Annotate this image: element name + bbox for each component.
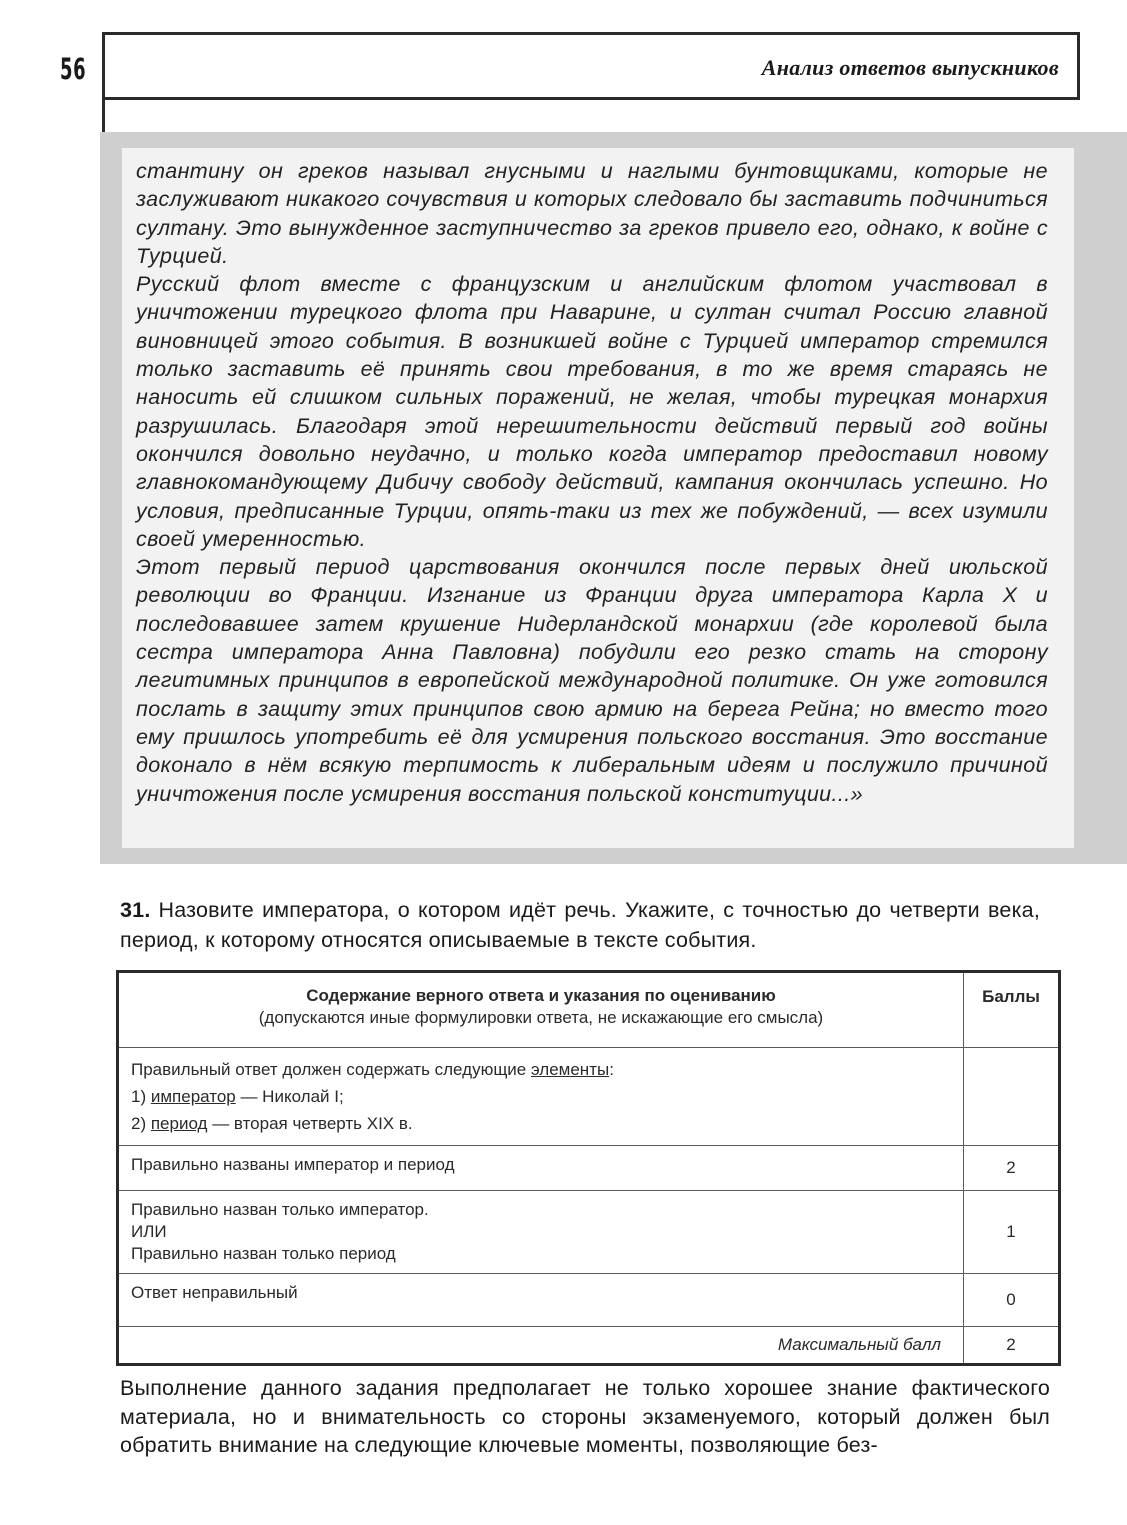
elements-intro-prefix: Правильный ответ должен содержать следующие <box>131 1060 531 1079</box>
score-criterion-line: Правильно назван только император. <box>131 1200 429 1219</box>
quote-paragraph: Русский флот вместе с французским и английским флотом участвовал в уничтожении турецкого флота при Наварине, и султан считал Россию главной виновницей этого события. В возникшей войне с Турцией император стремился только заставить её принять свои требования, в то же время стараясь не наносить ей слишком сильных поражений, не желая, чтобы турецкая монархия разрушилась. Благодаря этой нерешительности действий первый год войны окончился довольно неудачно, и только когда император предоставил новому главнокомандующему Дибичу свободу действий, кампания окончилась успешно. Но условия, предписанные Турции, опять-таки из тех же побуждений, — всех изумили своей умеренностью. <box>136 272 1048 551</box>
element-item-1-rest: — Николай I; <box>235 1087 344 1106</box>
quote-paragraph: стантину он греков называл гнусными и наглыми бунтовщиками, которые не заслуживают никакого сочувствия и которых следовало бы заставить подчиниться султану. Это вынужденное заступничество за греков привело его, однако, к войне с Турцией. <box>136 159 1048 268</box>
answer-elements-cell <box>118 1048 964 1146</box>
element-item-2-term: период <box>150 1114 208 1133</box>
source-quote-text <box>136 157 1048 808</box>
header-content-title: Содержание верного ответа и указания по оцениванию <box>306 986 776 1005</box>
score-criterion-line: Правильно назван только период <box>131 1244 396 1263</box>
header-content-cell <box>118 972 964 1048</box>
running-header-title: Анализ ответов выпускников <box>761 55 1059 80</box>
score-criterion: Правильно названы император и период <box>118 1146 964 1191</box>
score-criterion-or: ИЛИ <box>131 1222 167 1241</box>
score-points: 0 <box>964 1274 1060 1327</box>
grading-table-header <box>118 972 1060 1048</box>
elements-points-cell <box>964 1048 1060 1146</box>
element-item-2-num: 2) <box>131 1114 151 1133</box>
elements-row <box>118 1048 1060 1146</box>
score-row <box>118 1191 1060 1274</box>
header-points-cell: Баллы <box>964 972 1060 1048</box>
elements-intro-suffix: : <box>609 1060 614 1079</box>
element-item-1-term: император <box>150 1087 236 1106</box>
task-text: Назовите императора, о котором идёт речь. Укажите, с точностью до четверти века, период, к которому относятся описываемые в тексте события. <box>120 898 1040 952</box>
element-item-2-rest: — вторая четверть XIX в. <box>207 1114 413 1133</box>
element-item-1-num: 1) <box>131 1087 151 1106</box>
running-header <box>102 32 1080 100</box>
score-points: 1 <box>964 1191 1060 1274</box>
commentary-paragraph: Выполнение данного задания предполагает не только хорошее знание фактического материала, но и внимательность со стороны экзаменуемого, который должен был обратить внимание на следующие ключевые моменты, позволяющие без- <box>120 1376 1050 1457</box>
score-row <box>118 1146 1060 1191</box>
task-question <box>120 895 1040 955</box>
score-criterion: Ответ неправильный <box>118 1274 964 1327</box>
score-row <box>118 1274 1060 1327</box>
header-content-subtitle: (допускаются иные формулировки ответа, не искажающие его смысла) <box>258 1008 824 1027</box>
quote-paragraph: Этот первый период царствования окончился после первых дней июльской революции во Франции. Изгнание из Франции друга императора Карла X и последовавшее затем крушение Нидерландской монархии (где королевой была сестра императора Анна Павловна) побудили его резко стать на сторону легитимных принципов в европейской международной политике. Он уже готовился послать в защиту этих принципов свою армию на берега Рейна; но вместо того ему пришлось употребить её для усмирения польского восстания. Это восстание доконало в нём всякую терпимость к либеральным идеям и послужило причиной уничтожения после усмирения восстания польской конституции...» <box>136 555 1048 806</box>
page-number: 56 <box>60 52 87 86</box>
elements-intro <box>131 1056 951 1083</box>
grading-table <box>116 970 1061 1366</box>
element-item-2 <box>131 1110 951 1137</box>
header-rule <box>102 98 105 134</box>
elements-intro-word: элементы <box>530 1060 610 1079</box>
task-number: 31. <box>120 898 151 922</box>
max-score-row <box>118 1327 1060 1365</box>
element-item-1 <box>131 1083 951 1110</box>
max-score-points: 2 <box>964 1327 1060 1365</box>
score-points: 2 <box>964 1146 1060 1191</box>
max-score-label: Максимальный балл <box>118 1327 964 1365</box>
score-criterion <box>118 1191 964 1274</box>
